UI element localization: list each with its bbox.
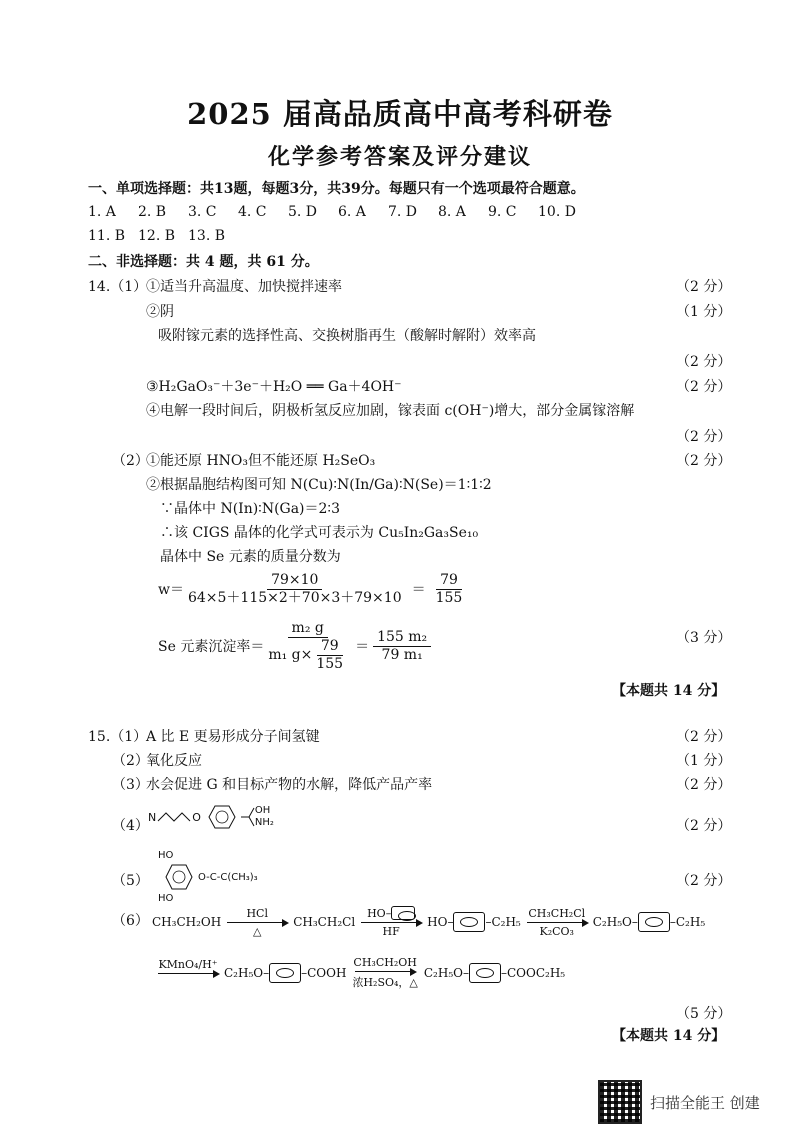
s4-oxygen: O bbox=[192, 810, 201, 824]
qr-code-icon bbox=[598, 1080, 642, 1124]
q14-label: 14.（1） bbox=[88, 279, 148, 295]
arrow-6 bbox=[352, 956, 417, 990]
r3-ho: HO– bbox=[427, 915, 454, 929]
phenol-ring-icon bbox=[391, 906, 415, 920]
arrow-2-icon bbox=[361, 922, 421, 923]
w-equals: ＝ bbox=[411, 582, 426, 599]
r3-ethyl: –C₂H₅ bbox=[485, 915, 521, 929]
r6-ester: –COOC₂H₅ bbox=[500, 966, 566, 980]
w-result-denominator: 155 bbox=[435, 589, 463, 606]
q15-a1-points: （2 分） bbox=[676, 729, 732, 745]
q14-b4: ∴该 CIGS 晶体的化学式可表示为 Cu₅In₂Ga₃Se₁₀ bbox=[160, 525, 479, 541]
w-result-fraction bbox=[432, 572, 467, 607]
q15-a3: 水会促进 G 和目标产物的水解，降低产品产率 bbox=[146, 777, 433, 793]
w-denominator: 64×5＋115×2＋70×3＋79×10 bbox=[187, 589, 402, 606]
arrow-6-top: CH₃CH₂OH bbox=[353, 956, 417, 969]
q15-a2: 氧化反应 bbox=[146, 753, 202, 769]
answers-row-1 bbox=[88, 204, 588, 220]
s4-branch-icon bbox=[241, 802, 255, 832]
arrow-1-bottom: △ bbox=[252, 924, 262, 938]
section-heading-2: 二、非选择题：共 4 题，共 61 分。 bbox=[88, 254, 319, 270]
se-den-denominator: 155 bbox=[316, 655, 344, 672]
q14-a4: ④电解一段时间后，阴极析氢反应加剧，镓表面 c(OH⁻)增大，部分金属镓溶解 bbox=[146, 403, 635, 419]
se-numerator: m₂ g bbox=[288, 620, 328, 638]
se-denominator bbox=[264, 638, 351, 673]
answer-item: 13. B bbox=[188, 228, 226, 244]
r5-cooh: –COOH bbox=[301, 966, 347, 980]
q15-a1: A 比 E 更易形成分子间氢键 bbox=[146, 729, 320, 745]
r5-ethoxy: C₂H₅O– bbox=[224, 966, 270, 980]
structure-4 bbox=[148, 802, 274, 832]
se-result-numerator: 155 m₂ bbox=[373, 629, 431, 647]
arrow-2 bbox=[361, 906, 421, 938]
s4-nh2: NH₂ bbox=[254, 817, 274, 828]
q14-b3: ∵晶体中 N(In)∶N(Ga)＝2∶3 bbox=[160, 501, 340, 517]
arrow-1-icon bbox=[227, 922, 287, 923]
se-equals: ＝ bbox=[355, 639, 370, 656]
q15-label: 15.（1） bbox=[88, 729, 148, 745]
q15-a3-points: （2 分） bbox=[676, 777, 732, 793]
s5-ho-top: HO bbox=[158, 850, 174, 861]
q14-total: 【本题共 14 分】 bbox=[612, 683, 726, 699]
answer-item: 5. D bbox=[288, 204, 318, 220]
page-subtitle: 化学参考答案及评分建议 bbox=[267, 144, 532, 170]
q14-a2b-points: （2 分） bbox=[676, 354, 732, 370]
q15-a4-points: （2 分） bbox=[676, 818, 732, 834]
q14-b1-points: （2 分） bbox=[676, 453, 732, 469]
q15-p3: （3） bbox=[112, 777, 149, 793]
q14-se-points: （3 分） bbox=[676, 630, 732, 646]
synthesis-line-1 bbox=[152, 906, 705, 938]
benzene-ring-icon bbox=[638, 912, 670, 932]
s4-chain-icon bbox=[156, 807, 192, 827]
q14-b1: ①能还原 HNO₃但不能还原 H₂SeO₃ bbox=[146, 453, 376, 469]
r4-ethoxy: C₂H₅O– bbox=[592, 915, 638, 929]
answer-item: 10. D bbox=[538, 204, 576, 220]
arrow-3-icon bbox=[527, 922, 587, 923]
r4-ethyl: –C₂H₅ bbox=[669, 915, 706, 929]
q14-a2-points: （1 分） bbox=[676, 304, 732, 320]
benzene-ring-icon bbox=[201, 802, 241, 832]
q15-a2-points: （1 分） bbox=[676, 753, 732, 769]
benzene-ring-icon bbox=[469, 963, 501, 983]
answer-item: 2. B bbox=[138, 204, 167, 220]
arrow-6-icon bbox=[355, 971, 415, 972]
q14-a3: ③H₂GaO₃⁻＋3e⁻＋H₂O ══ Ga＋4OH⁻ bbox=[146, 379, 402, 395]
q15-p5: （5） bbox=[112, 873, 149, 889]
arrow-5-icon bbox=[158, 973, 218, 974]
arrow-6-bottom: 浓H₂SO₄，△ bbox=[352, 976, 418, 989]
r2-product: CH₃CH₂Cl bbox=[293, 915, 356, 929]
section-heading-1: 一、单项选择题：共13题，每题3分，共39分。每题只有一个选项最符合题意。 bbox=[88, 181, 585, 197]
se-fraction bbox=[264, 620, 351, 672]
benzene-ring-icon bbox=[269, 963, 301, 983]
se-den-text: m₁ g× bbox=[268, 646, 313, 663]
w-label: w＝ bbox=[158, 582, 184, 599]
arrow-5 bbox=[158, 958, 218, 989]
answer-item: 6. A bbox=[338, 204, 366, 220]
q15-a5-points: （2 分） bbox=[676, 873, 732, 889]
arrow-2-top: HO– bbox=[367, 906, 392, 920]
q14-part2-label: （2） bbox=[112, 453, 149, 469]
answer-item: 11. B bbox=[88, 228, 126, 244]
se-result-fraction bbox=[373, 629, 431, 664]
watermark-text: 扫描全能王 创建 bbox=[650, 1093, 760, 1112]
answer-item: 8. A bbox=[438, 204, 466, 220]
q14-b2: ②根据晶胞结构图可知 N(Cu)∶N(In/Ga)∶N(Se)＝1∶1∶2 bbox=[146, 477, 492, 493]
answer-item: 12. B bbox=[138, 228, 176, 244]
se-rate-equation bbox=[158, 620, 431, 672]
s5-ho-bottom: HO bbox=[158, 893, 174, 904]
se-label: Se 元素沉淀率＝ bbox=[158, 639, 265, 656]
answer-item: 4. C bbox=[238, 204, 267, 220]
q14-b5: 晶体中 Se 元素的质量分数为 bbox=[160, 549, 341, 565]
q14-a1-points: （2 分） bbox=[676, 279, 732, 295]
se-den-fraction bbox=[312, 638, 347, 673]
q15-p4: （4） bbox=[112, 818, 149, 834]
q14-a4-points: （2 分） bbox=[676, 429, 732, 445]
scanner-watermark bbox=[598, 1080, 760, 1124]
answer-item: 7. D bbox=[388, 204, 418, 220]
benzene-ring-icon bbox=[453, 912, 485, 932]
s4-groups bbox=[255, 805, 274, 829]
q14-a2: ②阴 bbox=[146, 304, 174, 320]
arrow-2-bottom: HF bbox=[382, 925, 400, 938]
w-result-numerator: 79 bbox=[436, 572, 462, 590]
mass-fraction-equation bbox=[158, 572, 466, 607]
q15-total: 【本题共 14 分】 bbox=[612, 1028, 726, 1044]
page-title: 2025 届高品质高中高考科研卷 bbox=[187, 97, 613, 131]
q14-a3-points: （2 分） bbox=[676, 379, 732, 395]
q15-a6-points: （5 分） bbox=[676, 1006, 732, 1022]
se-result-denominator: 79 m₁ bbox=[381, 646, 423, 663]
w-numerator: 79×10 bbox=[267, 572, 322, 590]
se-den-numerator: 79 bbox=[317, 638, 343, 656]
q15-p2: （2） bbox=[112, 753, 149, 769]
w-fraction bbox=[184, 572, 406, 607]
arrow-3 bbox=[527, 907, 587, 938]
structure-5 bbox=[158, 850, 258, 904]
s4-oh: OH bbox=[254, 805, 271, 816]
arrow-1 bbox=[227, 907, 287, 938]
q14-a1: ①适当升高温度、加快搅拌速率 bbox=[146, 279, 342, 295]
answers-row-2 bbox=[88, 228, 238, 244]
q14-a2b: 吸附镓元素的选择性高、交换树脂再生（酸解时解附）效率高 bbox=[158, 328, 536, 344]
q15-p6: （6） bbox=[112, 913, 149, 929]
s4-nitrogen: N bbox=[148, 810, 157, 824]
s5-ester: O-C-C(CH₃)₃ bbox=[198, 871, 258, 883]
r6-ethoxy: C₂H₅O– bbox=[423, 966, 469, 980]
answer-item: 1. A bbox=[88, 204, 116, 220]
synthesis-line-2 bbox=[152, 956, 565, 990]
r1-reactant: CH₃CH₂OH bbox=[152, 915, 222, 929]
arrow-1-top: HCl bbox=[246, 906, 268, 920]
answer-item: 9. C bbox=[488, 204, 517, 220]
arrow-3-top: CH₃CH₂Cl bbox=[528, 906, 586, 920]
arrow-3-bottom: K₂CO₃ bbox=[539, 924, 574, 938]
answer-item: 3. C bbox=[188, 204, 217, 220]
arrow-5-top: KMnO₄/H⁺ bbox=[158, 957, 218, 971]
s5-benzene-ring-icon bbox=[158, 861, 198, 893]
